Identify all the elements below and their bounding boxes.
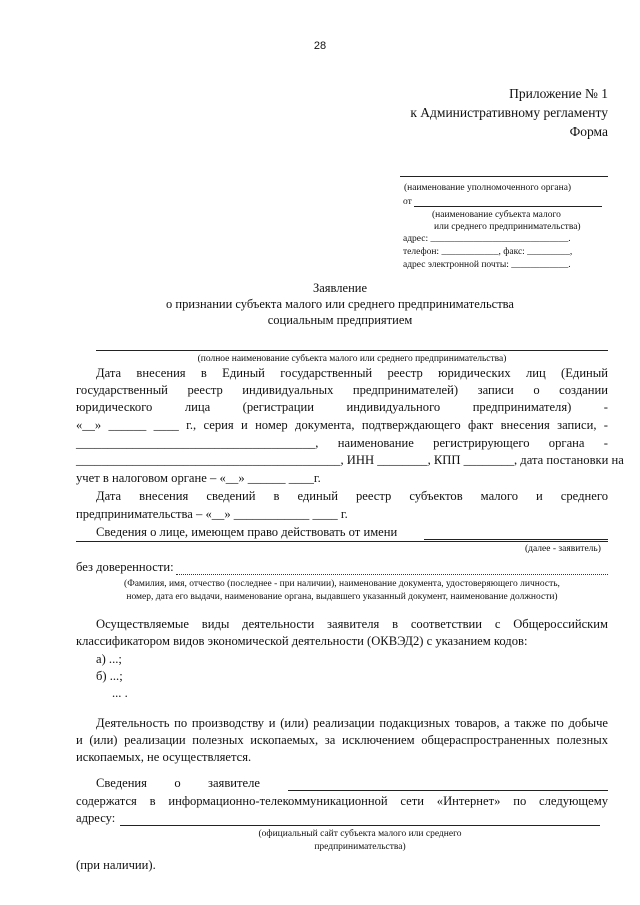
- p6-line-1: Сведения о заявителе: [96, 776, 260, 790]
- applicant-info-field[interactable]: [288, 790, 608, 791]
- p3-line-2: без доверенности:: [76, 560, 174, 574]
- page-number: 28: [313, 40, 327, 52]
- website-caption-1: (официальный сайт субъекта малого или среднего: [258, 829, 462, 839]
- p1-line-2: государственный реестр индивидуальных предпринимателей) записи о создании: [76, 383, 608, 397]
- p5-line-2: и (или) реализации полезных ископаемых, за исключением общераспространенных полезных: [76, 733, 608, 747]
- website-caption-2: предпринимательства): [314, 842, 406, 852]
- activity-item-b: б) ...;: [96, 669, 123, 683]
- p2-line-1: Дата внесения сведений в единый реестр субъектов малого и среднего: [96, 489, 608, 503]
- person-caption-1: (Фамилия, имя, отчество (последнее - при наличии), наименование документа, удостоверяющего личность,: [124, 579, 560, 589]
- p5-line-1: Деятельность по производству и (или) реализации подакцизных товаров, а также по добыче: [96, 716, 608, 730]
- representative-field-2[interactable]: [76, 541, 608, 542]
- full-name-caption: (полное наименование субъекта малого или среднего предпринимательства): [197, 354, 507, 364]
- p1-line-6: __________________________________________, ИНН ________, КПП ________, дата постановки на: [76, 453, 624, 467]
- full-name-field[interactable]: [96, 350, 608, 351]
- p6-line-4: (при наличии).: [76, 858, 156, 872]
- document-title: Заявление: [312, 281, 367, 295]
- subject-caption-1: (наименование субъекта малого: [432, 210, 561, 220]
- org-caption: (наименование уполномоченного органа): [404, 183, 572, 193]
- p1-line-5: ______________________________________, наименование регистрирующего органа -: [76, 436, 608, 450]
- p5-line-3: ископаемых, не осуществляется.: [76, 750, 252, 764]
- activity-item-more: ... .: [112, 686, 128, 700]
- subject-caption-2: или среднего предпринимательства): [434, 222, 581, 232]
- subject-name-field[interactable]: [414, 206, 602, 207]
- p3-line-1: Сведения о лице, имеющем право действовать от имени: [96, 525, 398, 539]
- org-name-field[interactable]: [400, 176, 608, 177]
- p4-line-1: Осуществляемые виды деятельности заявителя в соответствии с Общероссийским: [96, 617, 608, 631]
- p1-line-1: Дата внесения в Единый государственный реестр юридических лиц (Единый: [96, 366, 608, 380]
- appendix-reference: к Административному регламенту: [410, 105, 608, 120]
- activity-item-a: а) ...;: [96, 652, 122, 666]
- p2-line-2: предпринимательства – «__» ____________ ____ г.: [76, 507, 348, 521]
- email-line: адрес электронной почты: ____________.: [403, 260, 571, 270]
- from-label: от: [403, 197, 412, 207]
- p1-line-4: «__» ______ ____ г., серия и номер документа, подтверждающего факт внесения записи, -: [76, 418, 608, 432]
- appendix-heading: Приложение № 1: [509, 86, 608, 101]
- form-label: Форма: [569, 124, 608, 139]
- p6-line-2: содержатся в информационно-телекоммуникационной сети «Интернет» по следующему: [76, 794, 608, 808]
- document-subtitle: о признании субъекта малого или среднего предпринимательства: [166, 297, 514, 311]
- applicant-note: (далее - заявитель): [525, 544, 601, 554]
- p1-line-3: юридического лица (регистрации индивидуального предпринимателя) -: [76, 400, 608, 414]
- website-field[interactable]: [120, 825, 600, 826]
- phone-fax-line: телефон: ____________, факс: _________,: [403, 247, 573, 257]
- p4-line-2: классификатором видов экономической деятельности (ОКВЭД2) с указанием кодов:: [76, 634, 528, 648]
- no-proxy-field[interactable]: [176, 574, 608, 575]
- person-caption-2: номер, дата его выдачи, наименование органа, выдавшего указанный документ, наименование должности): [126, 592, 558, 602]
- address-line: адрес: _____________________________.: [403, 234, 571, 244]
- document-subtitle-2: социальным предприятием: [267, 313, 413, 327]
- p6-line-3: адресу:: [76, 811, 116, 825]
- representative-field-1[interactable]: [424, 539, 608, 540]
- p1-line-7: учет в налоговом органе – «__» ______ ____г.: [76, 471, 321, 485]
